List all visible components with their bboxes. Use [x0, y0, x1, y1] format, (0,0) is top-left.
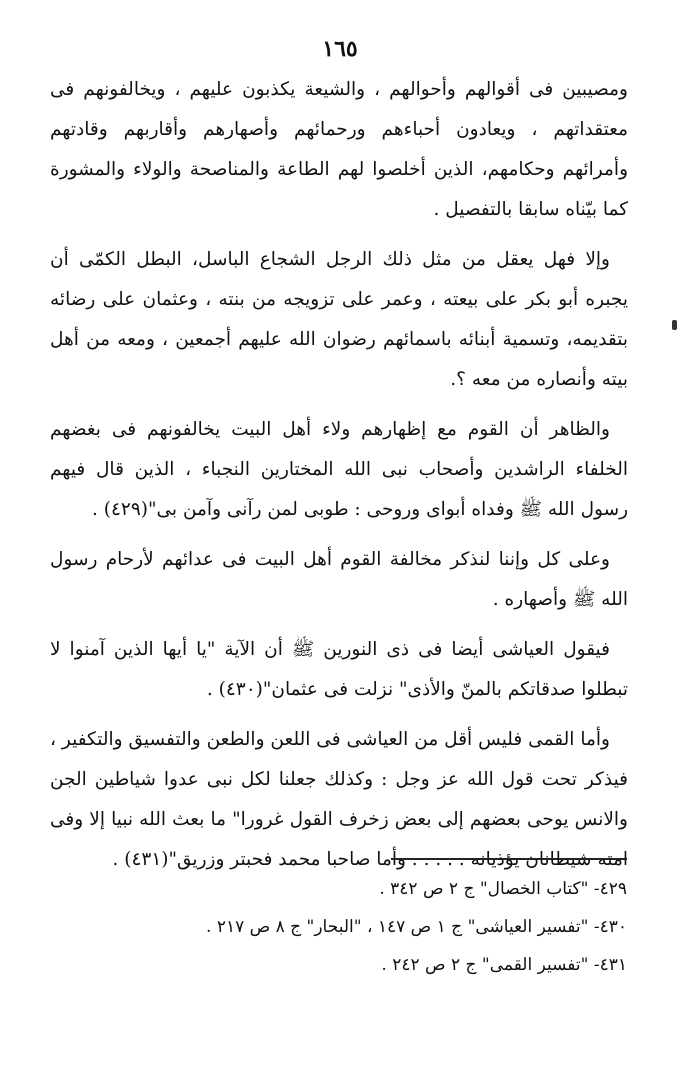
main-text-block: [50, 70, 628, 890]
footnote-429: ٤٢٩- "كتاب الخصال" ج ٢ ص ٣٤٢ .: [379, 879, 627, 899]
paragraph-3: والظاهر أن القوم مع إظهارهم ولاء أهل البيت يخالفونهم فى بغضهم الخلفاء الراشدين وأصحاب نبى الله المختارين النجباء ، الذين قال فيهم رسول الله ﷺ وفداه أبواى وروحى : طوبى لمن رآنى وآمن بى"(٤٢٩) .: [50, 419, 628, 520]
footnotes: [50, 870, 627, 984]
footnote-separator: [391, 858, 627, 860]
paragraph-2: وإلا فهل يعقل من مثل ذلك الرجل الشجاع الباسل، البطل الكمّى أن يجبره أبو بكر على بيعته ، وعمر على تزويجه من بنته ، وعثمان على رضائه بتقديمه، وتسمية أبنائه باسمائهم رضوان الله عليهم أجمعين ، ومعه من أهل بيته وأنصاره من معه ؟.: [50, 249, 628, 390]
footnote-431: ٤٣١- "تفسير القمى" ج ٢ ص ٢٤٢ .: [381, 955, 627, 975]
paragraph-1: ومصيبين فى أقوالهم وأحوالهم ، والشيعة يكذبون عليهم ، ويخالفونهم فى معتقداتهم ، ويعادون أحباءهم ورحمائهم وأصهارهم وأقاربهم وقادتهم وأمرائهم وحكامهم، الذين أخلصوا لهم الطاعة والمناصحة والولاء والمشورة كما بيّناه سابقا بالتفصيل .: [50, 79, 628, 220]
paragraph-4: وعلى كل وإننا لنذكر مخالفة القوم أهل البيت فى عدائهم لأرحام رسول الله ﷺ وأصهاره .: [50, 549, 628, 610]
paragraph-5: فيقول العياشى أيضا فى ذى النورين ﷺ أن الآية "يا أيها الذين آمنوا لا تبطلوا صدقاتكم بالمنّ والأذى" نزلت فى عثمان"(٤٣٠) .: [50, 639, 628, 700]
margin-ink-mark: [672, 320, 677, 330]
page-number: ١٦٥: [322, 36, 358, 62]
footnote-430: ٤٣٠- "تفسير العياشى" ج ١ ص ١٤٧ ، "البحار" ج ٨ ص ٢١٧ .: [206, 917, 627, 937]
paragraph-6: وأما القمى فليس أقل من العياشى فى اللعن والطعن والتفسيق والتكفير ، فيذكر تحت قول الله عز وجل : وكذلك جعلنا لكل نبى عدوا شياطين الجن والانس يوحى بعضهم إلى بعض زخرف القول غرورا" ما بعث الله نبيا إلا وفى امته شيطانان يؤذيانه . . . . . وأما صاحبا محمد فحبتر وزريق"(٤٣١) .: [50, 729, 628, 870]
